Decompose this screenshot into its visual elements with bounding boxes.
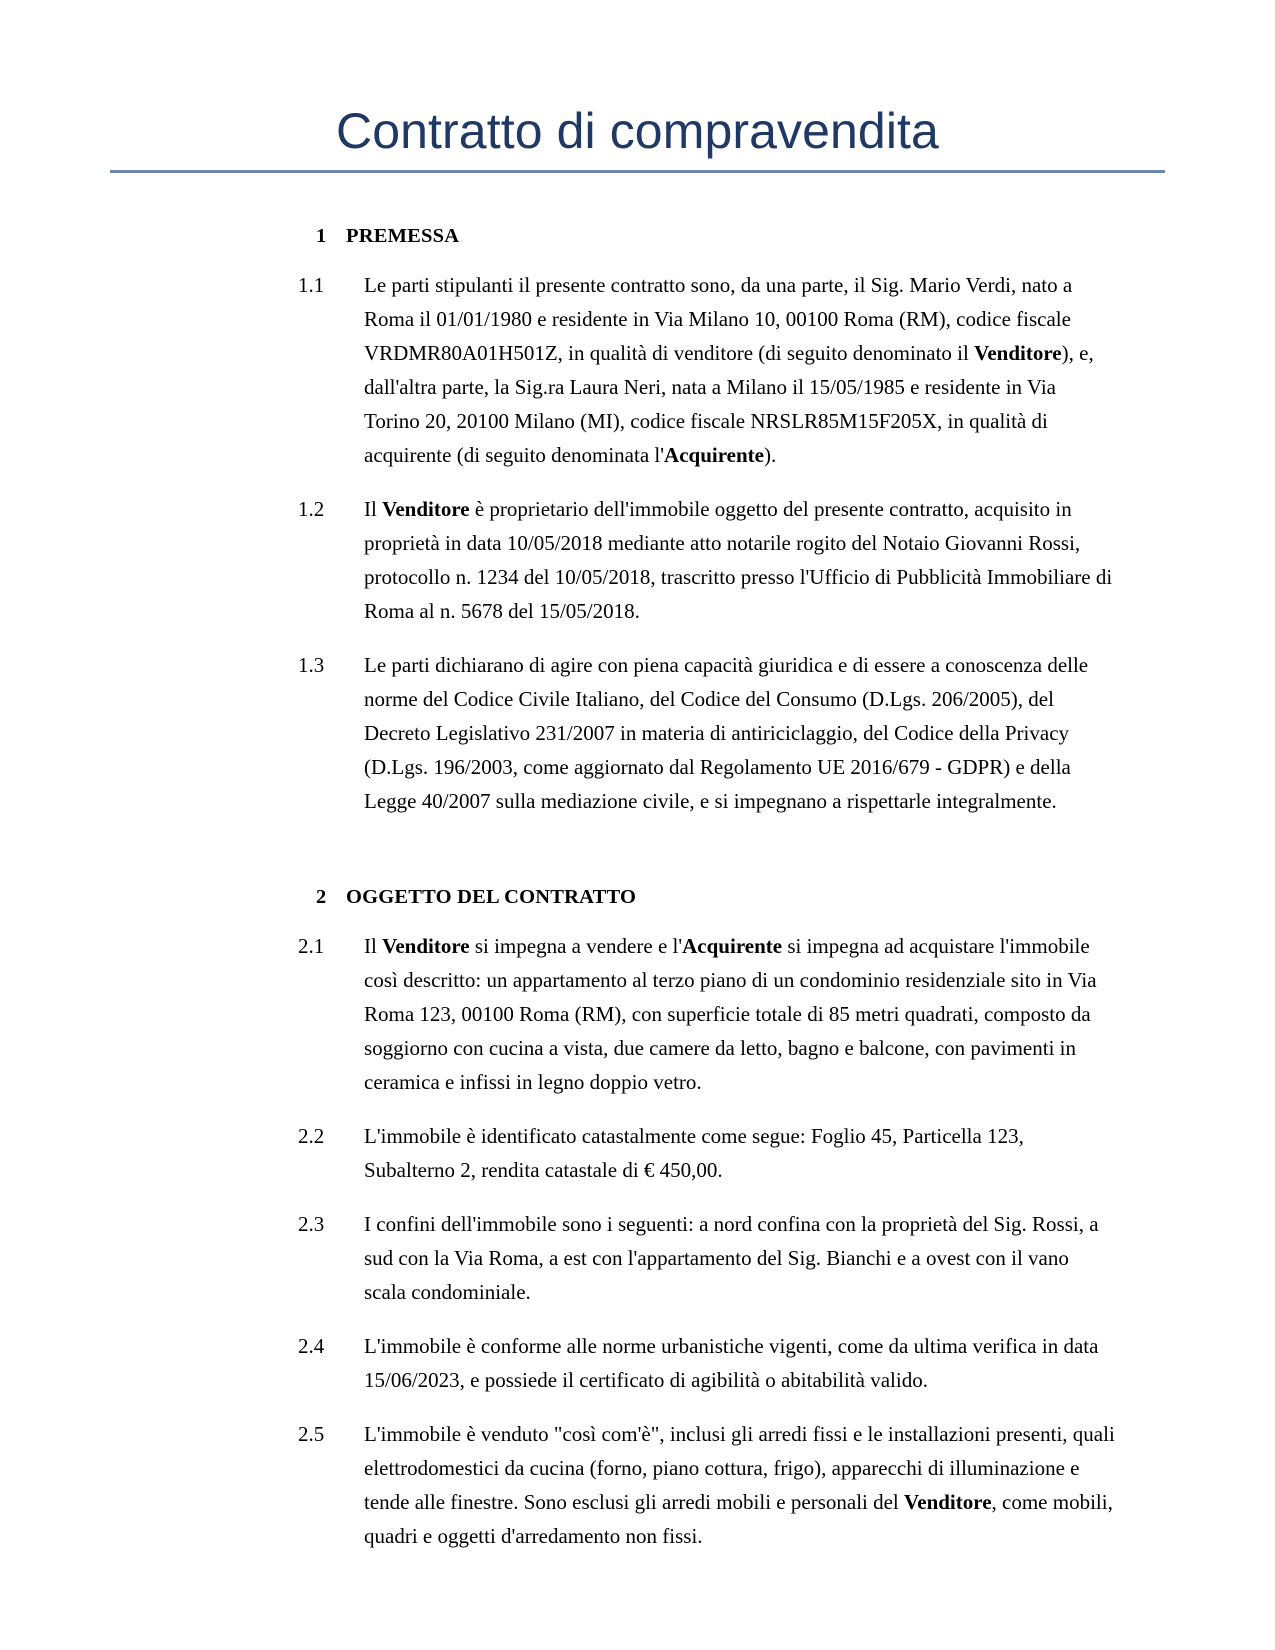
- clause-text-run: si impegna ad acquistare l'immobile così descritto: un appartamento al terzo piano di un condominio residenziale sito in Via Roma 123, 00100 Roma (RM), con superficie totale di 85 metri quadrati, composto da soggiorno con cucina a vista, due camere da letto, bagno e balcone, con pavimenti in ceramica e infissi in legno doppio vetro.: [364, 934, 1097, 1095]
- document-body: [160, 173, 1115, 1553]
- clause-number: 2.2: [298, 1124, 325, 1149]
- clause-text-run: L'immobile è venduto "così com'è", inclusi gli arredi fissi e le installazioni presenti, quali elettrodomestici da cucina (forno, piano cottura, frigo), apparecchi di illuminazione e tende alle finestre. Sono esclusi gli arredi mobili e personali del: [364, 1422, 1115, 1515]
- clause-text: [364, 929, 1115, 1099]
- document-title-block: [100, 0, 1175, 173]
- clause-number: 2.4: [298, 1334, 325, 1359]
- clause-text: [364, 1119, 1115, 1187]
- clause: [298, 492, 1115, 628]
- clause-number: 1.3: [298, 653, 325, 678]
- defined-term: Venditore: [382, 497, 470, 522]
- defined-term: Acquirente: [664, 443, 764, 468]
- clause-number: 1.2: [298, 497, 325, 522]
- defined-term: Venditore: [904, 1490, 992, 1515]
- clause-text: [364, 268, 1115, 472]
- spacer: [298, 1187, 1115, 1207]
- clause-text-run: L'immobile è conforme alle norme urbanistiche vigenti, come da ultima verifica in data 15/06/2023, e possiede il certificato di agibilità o abitabilità valido.: [364, 1334, 1099, 1393]
- section-number: 1: [316, 225, 327, 247]
- clause-text: [364, 1329, 1115, 1397]
- clause: [298, 1417, 1115, 1553]
- spacer: [298, 173, 1115, 225]
- section-number: 2: [316, 886, 327, 909]
- clause-text-run: si impegna a vendere e l': [469, 934, 683, 959]
- spacer: [298, 248, 1115, 268]
- clause-text: [364, 648, 1115, 818]
- defined-term: Venditore: [974, 341, 1062, 366]
- clause-text: [364, 1207, 1115, 1309]
- section-title: OGGETTO DEL CONTRATTO: [346, 886, 637, 909]
- clause-text-run: ), e, dall'altra parte, la Sig.ra Laura Neri, nata a Milano il 15/05/1985 e residente in Via Torino 20, 20100 Milano (MI), codice fiscale NRSLR85M15F205X, in qualità di acquirente (di seguito denominata l': [364, 341, 1094, 468]
- clause-text: [364, 492, 1115, 628]
- section-heading: [298, 225, 1115, 248]
- defined-term: Acquirente: [682, 934, 783, 959]
- spacer: [298, 628, 1115, 648]
- clause-text-run: ).: [763, 443, 777, 468]
- clause-text-run: Le parti stipulanti il presente contratto sono, da una parte, il Sig. Mario Verdi, nato a Roma il 01/01/1980 e residente in Via Milano 10, 00100 Roma (RM), codice fiscale VRDMR80A01H501Z, in qualità di venditore (di seguito denominato il: [364, 273, 1073, 366]
- spacer: [298, 1309, 1115, 1329]
- clause-text-run: è proprietario dell'immobile oggetto del presente contratto, acquisito in proprietà in data 10/05/2018 mediante atto notarile rogito del Notaio Giovanni Rossi, protocollo n. 1234 del 10/05/2018, trascritto presso l'Ufficio di Pubblicità Immobiliare di Roma al n. 5678 del 15/05/2018.: [364, 497, 1113, 624]
- clause-number: 2.1: [298, 934, 325, 959]
- clause: [298, 268, 1115, 472]
- clause-text-run: Il: [364, 934, 383, 959]
- page-title: Contratto di compravendita: [336, 103, 939, 159]
- section-title: PREMESSA: [346, 225, 460, 247]
- clause-text: [364, 1417, 1115, 1553]
- clause-text-run: , come mobili, quadri e oggetti d'arredamento non fissi.: [364, 1490, 1113, 1549]
- clause-text-run: Il: [364, 497, 383, 522]
- clause: [298, 1119, 1115, 1187]
- spacer: [298, 472, 1115, 492]
- clause-text-run: I confini dell'immobile sono i seguenti: a nord confina con la proprietà del Sig. Rossi, a sud con la Via Roma, a est con l'appartamento del Sig. Bianchi e a ovest con il vano scala condominiale.: [364, 1212, 1099, 1305]
- clause: [298, 648, 1115, 818]
- spacer: [298, 1099, 1115, 1119]
- clause: [298, 1207, 1115, 1309]
- defined-term: Venditore: [382, 934, 470, 959]
- clause: [298, 929, 1115, 1099]
- spacer: [298, 818, 1115, 886]
- clause-number: 2.5: [298, 1422, 325, 1447]
- clause-number: 2.3: [298, 1212, 325, 1237]
- clause-text-run: L'immobile è identificato catastalmente come segue: Foglio 45, Particella 123, Subalterno 2, rendita catastale di € 450,00.: [364, 1124, 1024, 1183]
- spacer: [298, 909, 1115, 929]
- spacer: [298, 1397, 1115, 1417]
- clause-text-run: Le parti dichiarano di agire con piena capacità giuridica e di essere a conoscenza delle norme del Codice Civile Italiano, del Codice del Consumo (D.Lgs. 206/2005), del Decreto Legislativo 231/2007 in materia di antiriciclaggio, del Codice della Privacy (D.Lgs. 196/2003, come aggiornato dal Regolamento UE 2016/679 - GDPR) e della Legge 40/2007 sulla mediazione civile, e si impegnano a rispettarle integralmente.: [364, 653, 1089, 814]
- clause: [298, 1329, 1115, 1397]
- clause-number: 1.1: [298, 273, 325, 297]
- section-heading: [298, 886, 1115, 909]
